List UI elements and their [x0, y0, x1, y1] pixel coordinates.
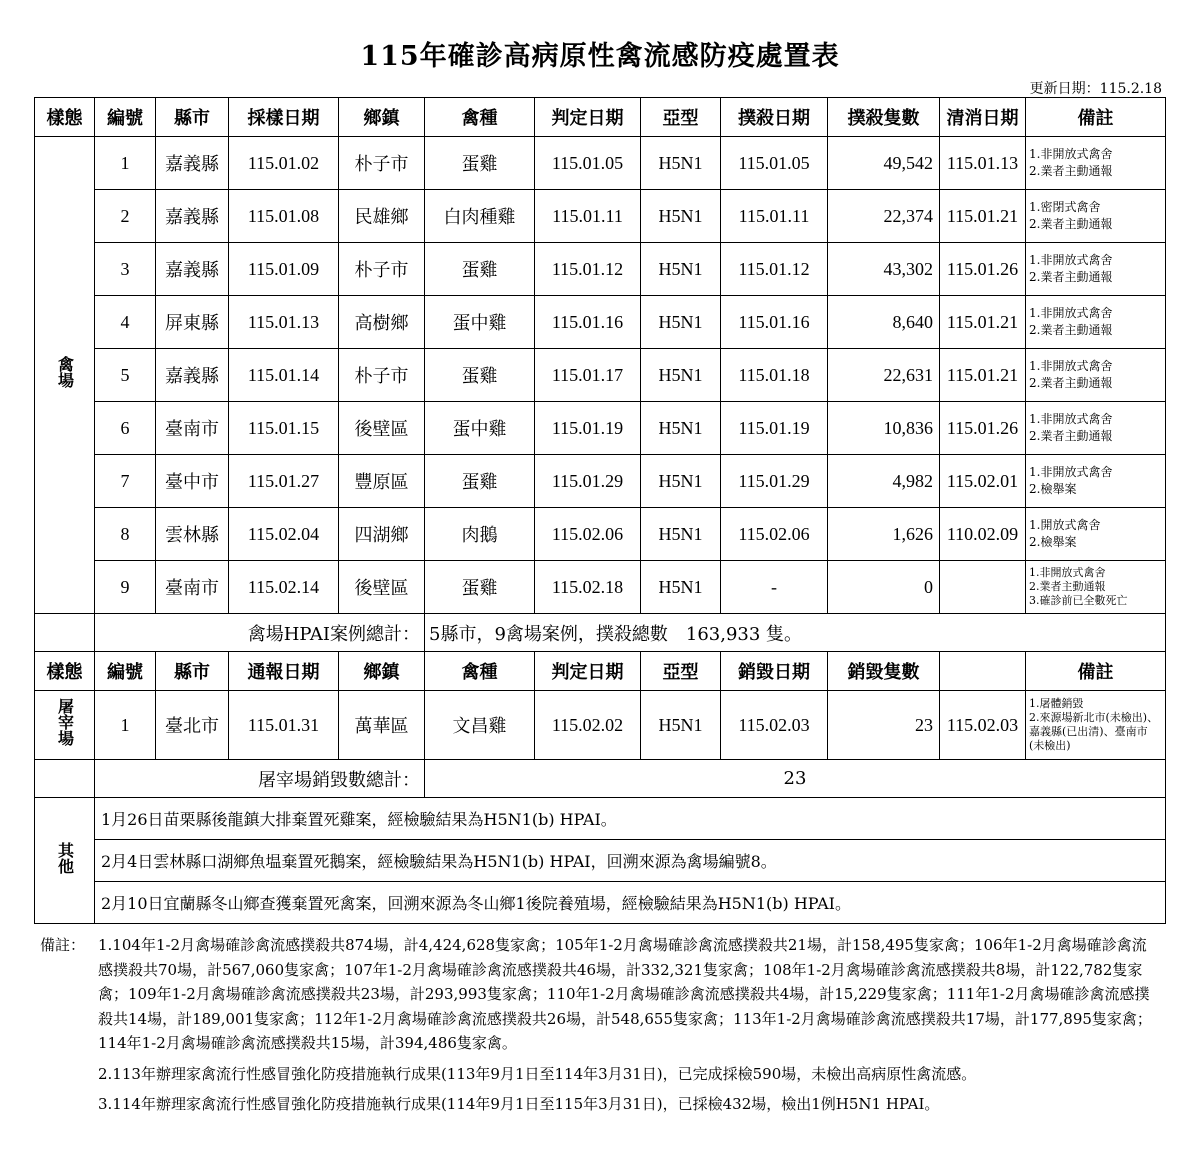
note-line: 2.業者主動通報: [1029, 376, 1113, 390]
date-cell: 115.01.27: [229, 455, 339, 508]
column-header: 撲殺日期: [721, 98, 828, 137]
table-row: [35, 190, 1166, 243]
subtype-cell: H5N1: [641, 243, 721, 296]
date-cell: 115.01.19: [535, 402, 641, 455]
species-cell: 蛋雞: [425, 243, 535, 296]
date-cell: 115.01.08: [229, 190, 339, 243]
clean-date-cell: 115.01.21: [940, 296, 1026, 349]
date-cell: 115.01.02: [229, 137, 339, 190]
county-cell: 嘉義縣: [156, 190, 229, 243]
column-header: 通報日期: [229, 652, 339, 691]
date-cell: 115.01.29: [721, 455, 828, 508]
count-cell: 4,982: [828, 455, 940, 508]
note-line: 1.非開放式禽舍: [1029, 566, 1106, 579]
count-cell: 0: [828, 561, 940, 614]
case-number: 2: [95, 190, 156, 243]
case-number: 1: [95, 137, 156, 190]
county-cell: 嘉義縣: [156, 137, 229, 190]
date-cell: 115.01.09: [229, 243, 339, 296]
species-cell: 蛋中雞: [425, 402, 535, 455]
county-cell: 臺南市: [156, 402, 229, 455]
date-cell: 115.01.15: [229, 402, 339, 455]
column-header: 鄉鎮: [339, 98, 425, 137]
summary-label: 屠宰場銷毀數總計：: [95, 760, 425, 798]
date-cell: 115.02.03: [721, 691, 828, 760]
other-row: [35, 882, 1166, 924]
town-cell: 四湖鄉: [339, 508, 425, 561]
species-cell: 肉鵝: [425, 508, 535, 561]
case-number: 3: [95, 243, 156, 296]
other-row: [35, 798, 1166, 840]
town-cell: 民雄鄉: [339, 190, 425, 243]
town-cell: 後壁區: [339, 561, 425, 614]
category-label: 禽場: [55, 356, 75, 388]
note-cell: [1026, 455, 1166, 508]
column-header: 採樣日期: [229, 98, 339, 137]
date-cell: -: [721, 561, 828, 614]
column-header: 編號: [95, 652, 156, 691]
count-cell: 1,626: [828, 508, 940, 561]
note-line: 1.非開放式禽舍: [1029, 412, 1113, 426]
species-cell: 蛋雞: [425, 349, 535, 402]
note-cell: [1026, 402, 1166, 455]
subtype-cell: H5N1: [641, 561, 721, 614]
subtype-cell: H5N1: [641, 190, 721, 243]
summary-value: 23: [425, 760, 1166, 798]
clean-date-cell: 115.02.01: [940, 455, 1026, 508]
town-cell: 朴子市: [339, 137, 425, 190]
date-cell: 115.01.31: [229, 691, 339, 760]
count-cell: 22,631: [828, 349, 940, 402]
case-number: 1: [95, 691, 156, 760]
town-cell: 萬華區: [339, 691, 425, 760]
date-cell: 115.01.11: [535, 190, 641, 243]
column-header: 清消日期: [940, 98, 1026, 137]
column-header: 縣市: [156, 652, 229, 691]
note-line: 2.檢舉案: [1029, 482, 1077, 496]
subtype-cell: H5N1: [641, 691, 721, 760]
date-cell: 115.01.05: [721, 137, 828, 190]
date-cell: 115.02.14: [229, 561, 339, 614]
category-label: 屠宰場: [55, 698, 75, 746]
note-line: 1.非開放式禽舍: [1029, 147, 1113, 161]
category-cell: [35, 137, 95, 614]
species-cell: 蛋中雞: [425, 296, 535, 349]
county-cell: 嘉義縣: [156, 243, 229, 296]
note-line: 1.非開放式禽舍: [1029, 359, 1113, 373]
note-line: 2.業者主動通報: [1029, 580, 1106, 593]
note-line: 1.非開放式禽舍: [1029, 306, 1113, 320]
page-title: 115年確診高病原性禽流感防疫處置表: [360, 41, 840, 72]
table-row: [35, 402, 1166, 455]
summary-label: 禽場HPAI案例總計：: [95, 614, 425, 652]
date-cell: 115.01.12: [721, 243, 828, 296]
case-number: 8: [95, 508, 156, 561]
town-cell: 朴子市: [339, 243, 425, 296]
count-cell: 10,836: [828, 402, 940, 455]
footnote-heading: 備註：: [40, 936, 86, 954]
note-line: 2.來源場新北市(未檢出)、嘉義縣(已出清)、臺南市(未檢出): [1029, 711, 1159, 752]
note-line: 2.業者主動通報: [1029, 323, 1113, 337]
blank-cell: [35, 760, 95, 798]
column-header: 銷毀日期: [721, 652, 828, 691]
case-number: 4: [95, 296, 156, 349]
column-header: 縣市: [156, 98, 229, 137]
note-line: 1.屠體銷毀: [1029, 697, 1084, 710]
clean-date-cell: 115.01.26: [940, 402, 1026, 455]
note-cell: [1026, 190, 1166, 243]
county-cell: 臺北市: [156, 691, 229, 760]
date-cell: 115.01.16: [535, 296, 641, 349]
footnotes: [40, 933, 1160, 1117]
date-cell: 115.01.18: [721, 349, 828, 402]
note-line: 1.非開放式禽舍: [1029, 253, 1113, 267]
species-cell: 蛋雞: [425, 455, 535, 508]
clean-date-cell: 115.01.26: [940, 243, 1026, 296]
column-header: 亞型: [641, 98, 721, 137]
case-number: 6: [95, 402, 156, 455]
date-cell: 115.01.16: [721, 296, 828, 349]
table-row: [35, 243, 1166, 296]
category-cell: [35, 691, 95, 760]
date-cell: 115.01.13: [229, 296, 339, 349]
column-header: 判定日期: [535, 98, 641, 137]
blank-cell: [35, 614, 95, 652]
case-number: 9: [95, 561, 156, 614]
subtype-cell: H5N1: [641, 349, 721, 402]
clean-date-cell: 115.02.03: [940, 691, 1026, 760]
note-line: 1.密閉式禽舍: [1029, 200, 1101, 214]
note-line: 3.確診前已全數死亡: [1029, 594, 1128, 607]
column-header: 編號: [95, 98, 156, 137]
note-line: 2.檢舉案: [1029, 535, 1077, 549]
date-cell: 115.02.06: [535, 508, 641, 561]
footnote-item: 3.114年辦理家禽流行性感冒強化防疫措施執行成果(114年9月1日至115年3月31日)，已採檢432場，檢出1例H5N1 HPAI。: [98, 1095, 940, 1113]
date-cell: 115.02.18: [535, 561, 641, 614]
count-cell: 22,374: [828, 190, 940, 243]
note-line: 2.業者主動通報: [1029, 270, 1113, 284]
footnote-item: 1.104年1-2月禽場確診禽流感撲殺共874場，計4,424,628隻家禽；105年1-2月禽場確診禽流感撲殺共21場，計158,495隻家禽；106年1-2月禽場確診禽流感撲殺共70場，計567,060隻家禽；107年1-2月禽場確診禽流感撲殺共46場，計332,321隻家禽；108年1-2月禽場確診禽流感撲殺共8場，計122,782隻家禽；109年1-2月禽場確診禽流感撲殺共23場，計293,993隻家禽；110年1-2月禽場確診禽流感撲殺共4場，計15,229隻家禽；111年1-2月禽場確診禽流感撲殺共14場，計189,001隻家禽；112年1-2月禽場確診禽流感撲殺共26場，計548,655隻家禽；113年1-2月禽場確診禽流感撲殺共17場，計177,895隻家禽；114年1-2月禽場確診禽流感撲殺共15場，計394,486隻家禽。: [98, 936, 1152, 1052]
county-cell: 屏東縣: [156, 296, 229, 349]
date-cell: 115.02.04: [229, 508, 339, 561]
subtype-cell: H5N1: [641, 296, 721, 349]
town-cell: 高樹鄉: [339, 296, 425, 349]
category-cell: [35, 798, 95, 924]
table-row: [35, 691, 1166, 760]
table-row: [35, 349, 1166, 402]
date-cell: 115.01.12: [535, 243, 641, 296]
note-line: 1.非開放式禽舍: [1029, 465, 1113, 479]
town-cell: 豐原區: [339, 455, 425, 508]
table-row: [35, 137, 1166, 190]
column-header: 銷毀隻數: [828, 652, 940, 691]
case-number: 5: [95, 349, 156, 402]
note-cell: [1026, 296, 1166, 349]
species-cell: 蛋雞: [425, 561, 535, 614]
outbreak-table: [34, 97, 1166, 924]
note-cell: [1026, 691, 1166, 760]
column-header: 禽種: [425, 652, 535, 691]
summary-row: [35, 614, 1166, 652]
other-row: [35, 840, 1166, 882]
summary-value: 5縣市，9禽場案例，撲殺總數 163,933 隻。: [425, 614, 1166, 652]
species-cell: 白肉種雞: [425, 190, 535, 243]
column-header: 備註: [1026, 98, 1166, 137]
note-line: 1.開放式禽舍: [1029, 518, 1101, 532]
count-cell: 49,542: [828, 137, 940, 190]
other-case-text: 2月10日宜蘭縣冬山鄉查獲棄置死禽案，回溯來源為冬山鄉1後院養殖場，經檢驗結果為H5N1(b) HPAI。: [95, 882, 1166, 924]
note-cell: [1026, 508, 1166, 561]
county-cell: 嘉義縣: [156, 349, 229, 402]
column-header: 亞型: [641, 652, 721, 691]
note-cell: [1026, 561, 1166, 614]
column-header: 判定日期: [535, 652, 641, 691]
note-cell: [1026, 349, 1166, 402]
count-cell: 8,640: [828, 296, 940, 349]
note-cell: [1026, 137, 1166, 190]
subtype-cell: H5N1: [641, 402, 721, 455]
column-header: 鄉鎮: [339, 652, 425, 691]
date-cell: 115.01.29: [535, 455, 641, 508]
clean-date-cell: 110.02.09: [940, 508, 1026, 561]
subtype-cell: H5N1: [641, 137, 721, 190]
column-header: 禽種: [425, 98, 535, 137]
count-cell: 43,302: [828, 243, 940, 296]
town-cell: 朴子市: [339, 349, 425, 402]
date-cell: 115.01.17: [535, 349, 641, 402]
column-header: 樣態: [35, 652, 95, 691]
clean-date-cell: 115.01.21: [940, 190, 1026, 243]
count-cell: 23: [828, 691, 940, 760]
clean-date-cell: [940, 561, 1026, 614]
town-cell: 後壁區: [339, 402, 425, 455]
case-number: 7: [95, 455, 156, 508]
date-cell: 115.02.02: [535, 691, 641, 760]
column-header: 樣態: [35, 98, 95, 137]
county-cell: 雲林縣: [156, 508, 229, 561]
date-cell: 115.01.11: [721, 190, 828, 243]
column-header: 撲殺隻數: [828, 98, 940, 137]
other-case-text: 2月4日雲林縣口湖鄉魚塭棄置死鵝案，經檢驗結果為H5N1(b) HPAI，回溯來源為禽場編號8。: [95, 840, 1166, 882]
table-row: [35, 561, 1166, 614]
county-cell: 臺中市: [156, 455, 229, 508]
note-line: 2.業者主動通報: [1029, 217, 1113, 231]
update-date: 更新日期：115.2.18: [1029, 81, 1162, 97]
clean-date-cell: 115.01.13: [940, 137, 1026, 190]
table-row: [35, 508, 1166, 561]
date-cell: 115.02.06: [721, 508, 828, 561]
date-cell: 115.01.14: [229, 349, 339, 402]
species-cell: 蛋雞: [425, 137, 535, 190]
table-row: [35, 296, 1166, 349]
note-line: 2.業者主動通報: [1029, 164, 1113, 178]
header-row: [35, 98, 1166, 137]
note-cell: [1026, 243, 1166, 296]
footnote-item: 2.113年辦理家禽流行性感冒強化防疫措施執行成果(113年9月1日至114年3月31日)，已完成採檢590場，未檢出高病原性禽流感。: [98, 1064, 977, 1083]
date-cell: 115.01.19: [721, 402, 828, 455]
species-cell: 文昌雞: [425, 691, 535, 760]
subtype-cell: H5N1: [641, 455, 721, 508]
note-line: 2.業者主動通報: [1029, 429, 1113, 443]
date-cell: 115.01.05: [535, 137, 641, 190]
subtype-cell: H5N1: [641, 508, 721, 561]
header-row: [35, 652, 1166, 691]
summary-row: [35, 760, 1166, 798]
county-cell: 臺南市: [156, 561, 229, 614]
table-row: [35, 455, 1166, 508]
column-header: [940, 652, 1026, 691]
clean-date-cell: 115.01.21: [940, 349, 1026, 402]
column-header: 備註: [1026, 652, 1166, 691]
category-label: 其他: [55, 841, 75, 874]
other-case-text: 1月26日苗栗縣後龍鎮大排棄置死雞案，經檢驗結果為H5N1(b) HPAI。: [95, 798, 1166, 840]
